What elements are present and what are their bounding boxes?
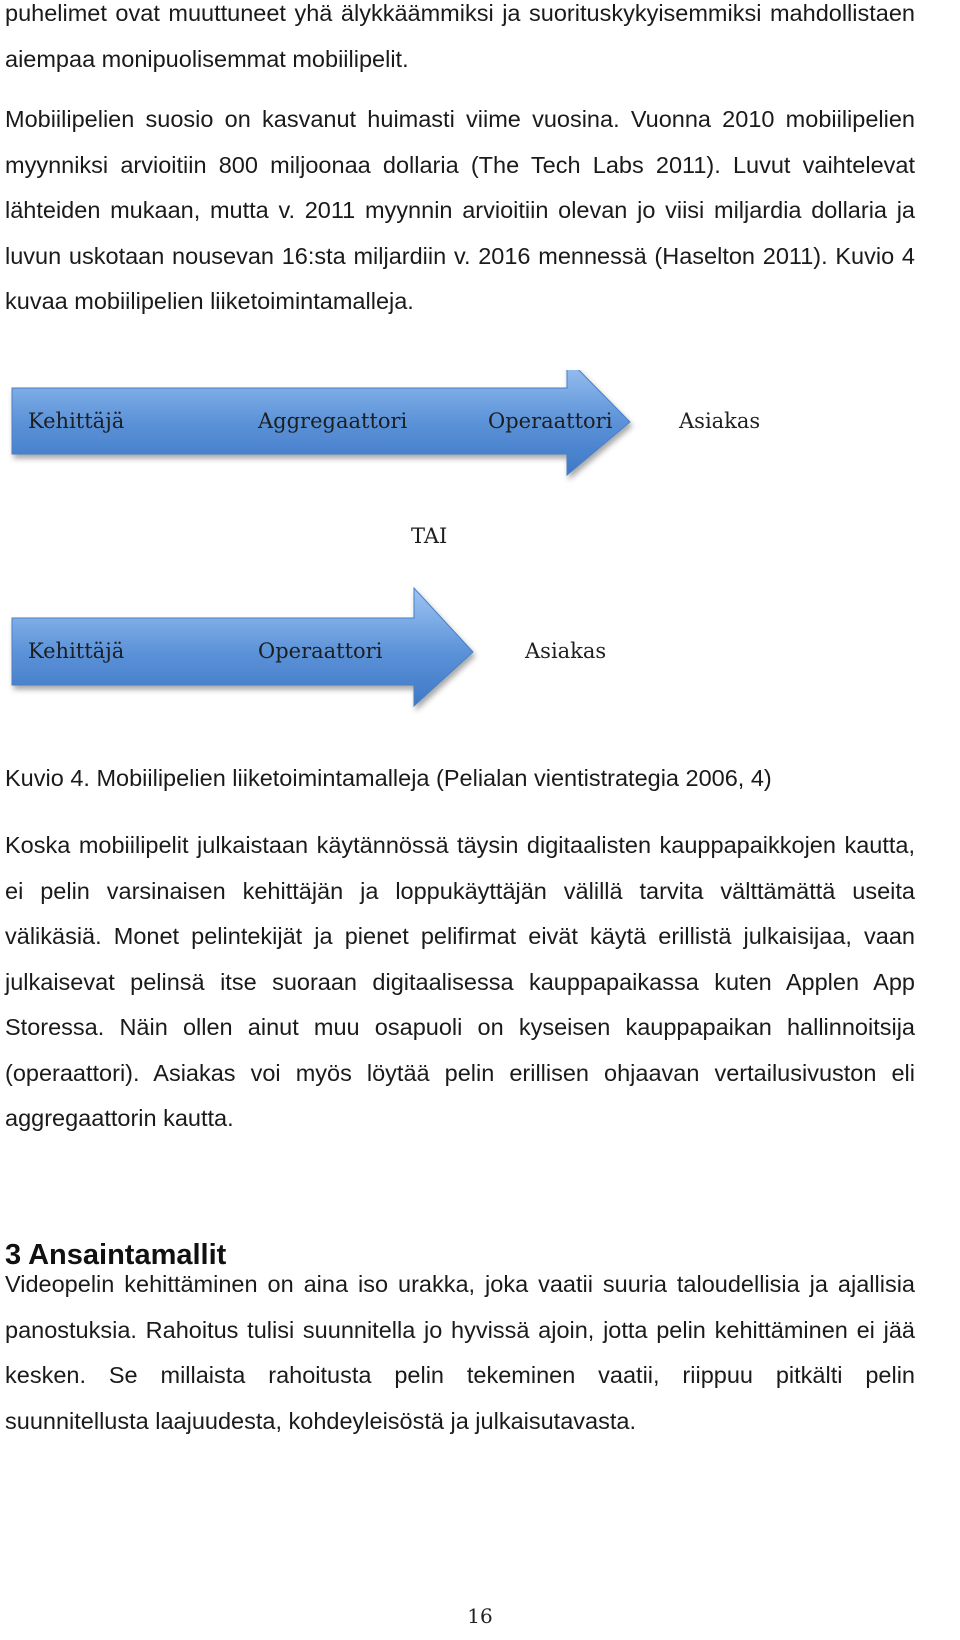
business-model-diagram [0,370,960,740]
label-aggregator: Aggregaattori [258,409,408,433]
figure-caption: Kuvio 4. Mobiilipelien liiketoimintamalleja (Pelialan vientistrategia 2006, 4) [5,765,772,791]
label-or: TAI [411,524,448,548]
paragraph-game-development-funding: Videopelin kehittäminen on aina iso urakka, joka vaatii suuria taloudellisia ja ajallisia panostuksia. Rahoitus tulisi suunnitella jo hyvissä ajoin, jotta pelin kehittäminen ei jää kesken. Se millaista rahoitusta pelin tekeminen vaatii, riippuu pitkälti pelin suunnitellusta laajuudesta, kohdeyleisöstä ja julkaisutavasta. [5,1271,915,1434]
page-number: 16 [467,1604,493,1628]
label-developer-top: Kehittäjä [28,409,125,433]
paragraph-mobile-games-sales: Mobiilipelien suosio on kasvanut huimasti viime vuosina. Vuonna 2010 mobiilipelien myynniksi arvioitiin 800 miljoonaa dollaria (The Tech Labs 2011). Luvut vaihtelevat lähteiden mukaan, mutta v. 2011 myynnin arvioitiin olevan jo viisi miljardia dollaria ja luvun uskotaan nousevan 16:sta miljardiin v. 2016 mennessä (Haselton 2011). Kuvio 4 kuvaa mobiilipelien liiketoimintamalleja. [5,106,915,314]
label-customer-bottom: Asiakas [525,639,607,663]
section-heading: 3 Ansaintamallit [5,1239,227,1271]
label-operator-top: Operaattori [488,409,613,433]
paragraph-intro-end: puhelimet ovat muuttuneet yhä älykkäämmiksi ja suorituskykyisemmiksi mahdollistaen aiempaa monipuolisemmat mobiilipelit. [5,0,915,72]
label-operator-bottom: Operaattori [258,639,383,663]
paragraph-digital-marketplaces: Koska mobiilipelit julkaistaan käytännössä täysin digitaalisten kauppapaikkojen kautta, ei pelin varsinaisen kehittäjän ja loppukäyttäjän välillä tarvita välttämättä useita välikäsiä. Monet pelintekijät ja pienet pelifirmat eivät käytä erillistä julkaisijaa, vaan julkaisevat pelinsä itse suoraan digitaalisessa kauppapaikassa kuten Applen App Storessa. Näin ollen ainut muu osapuoli on kyseisen kauppapaikan hallinnoitsija (operaattori). Asiakas voi myös löytää pelin erillisen ohjaavan vertailusivuston eli aggregaattorin kautta. [5,832,915,1131]
label-customer-top: Asiakas [679,409,761,433]
label-developer-bottom: Kehittäjä [28,639,125,663]
